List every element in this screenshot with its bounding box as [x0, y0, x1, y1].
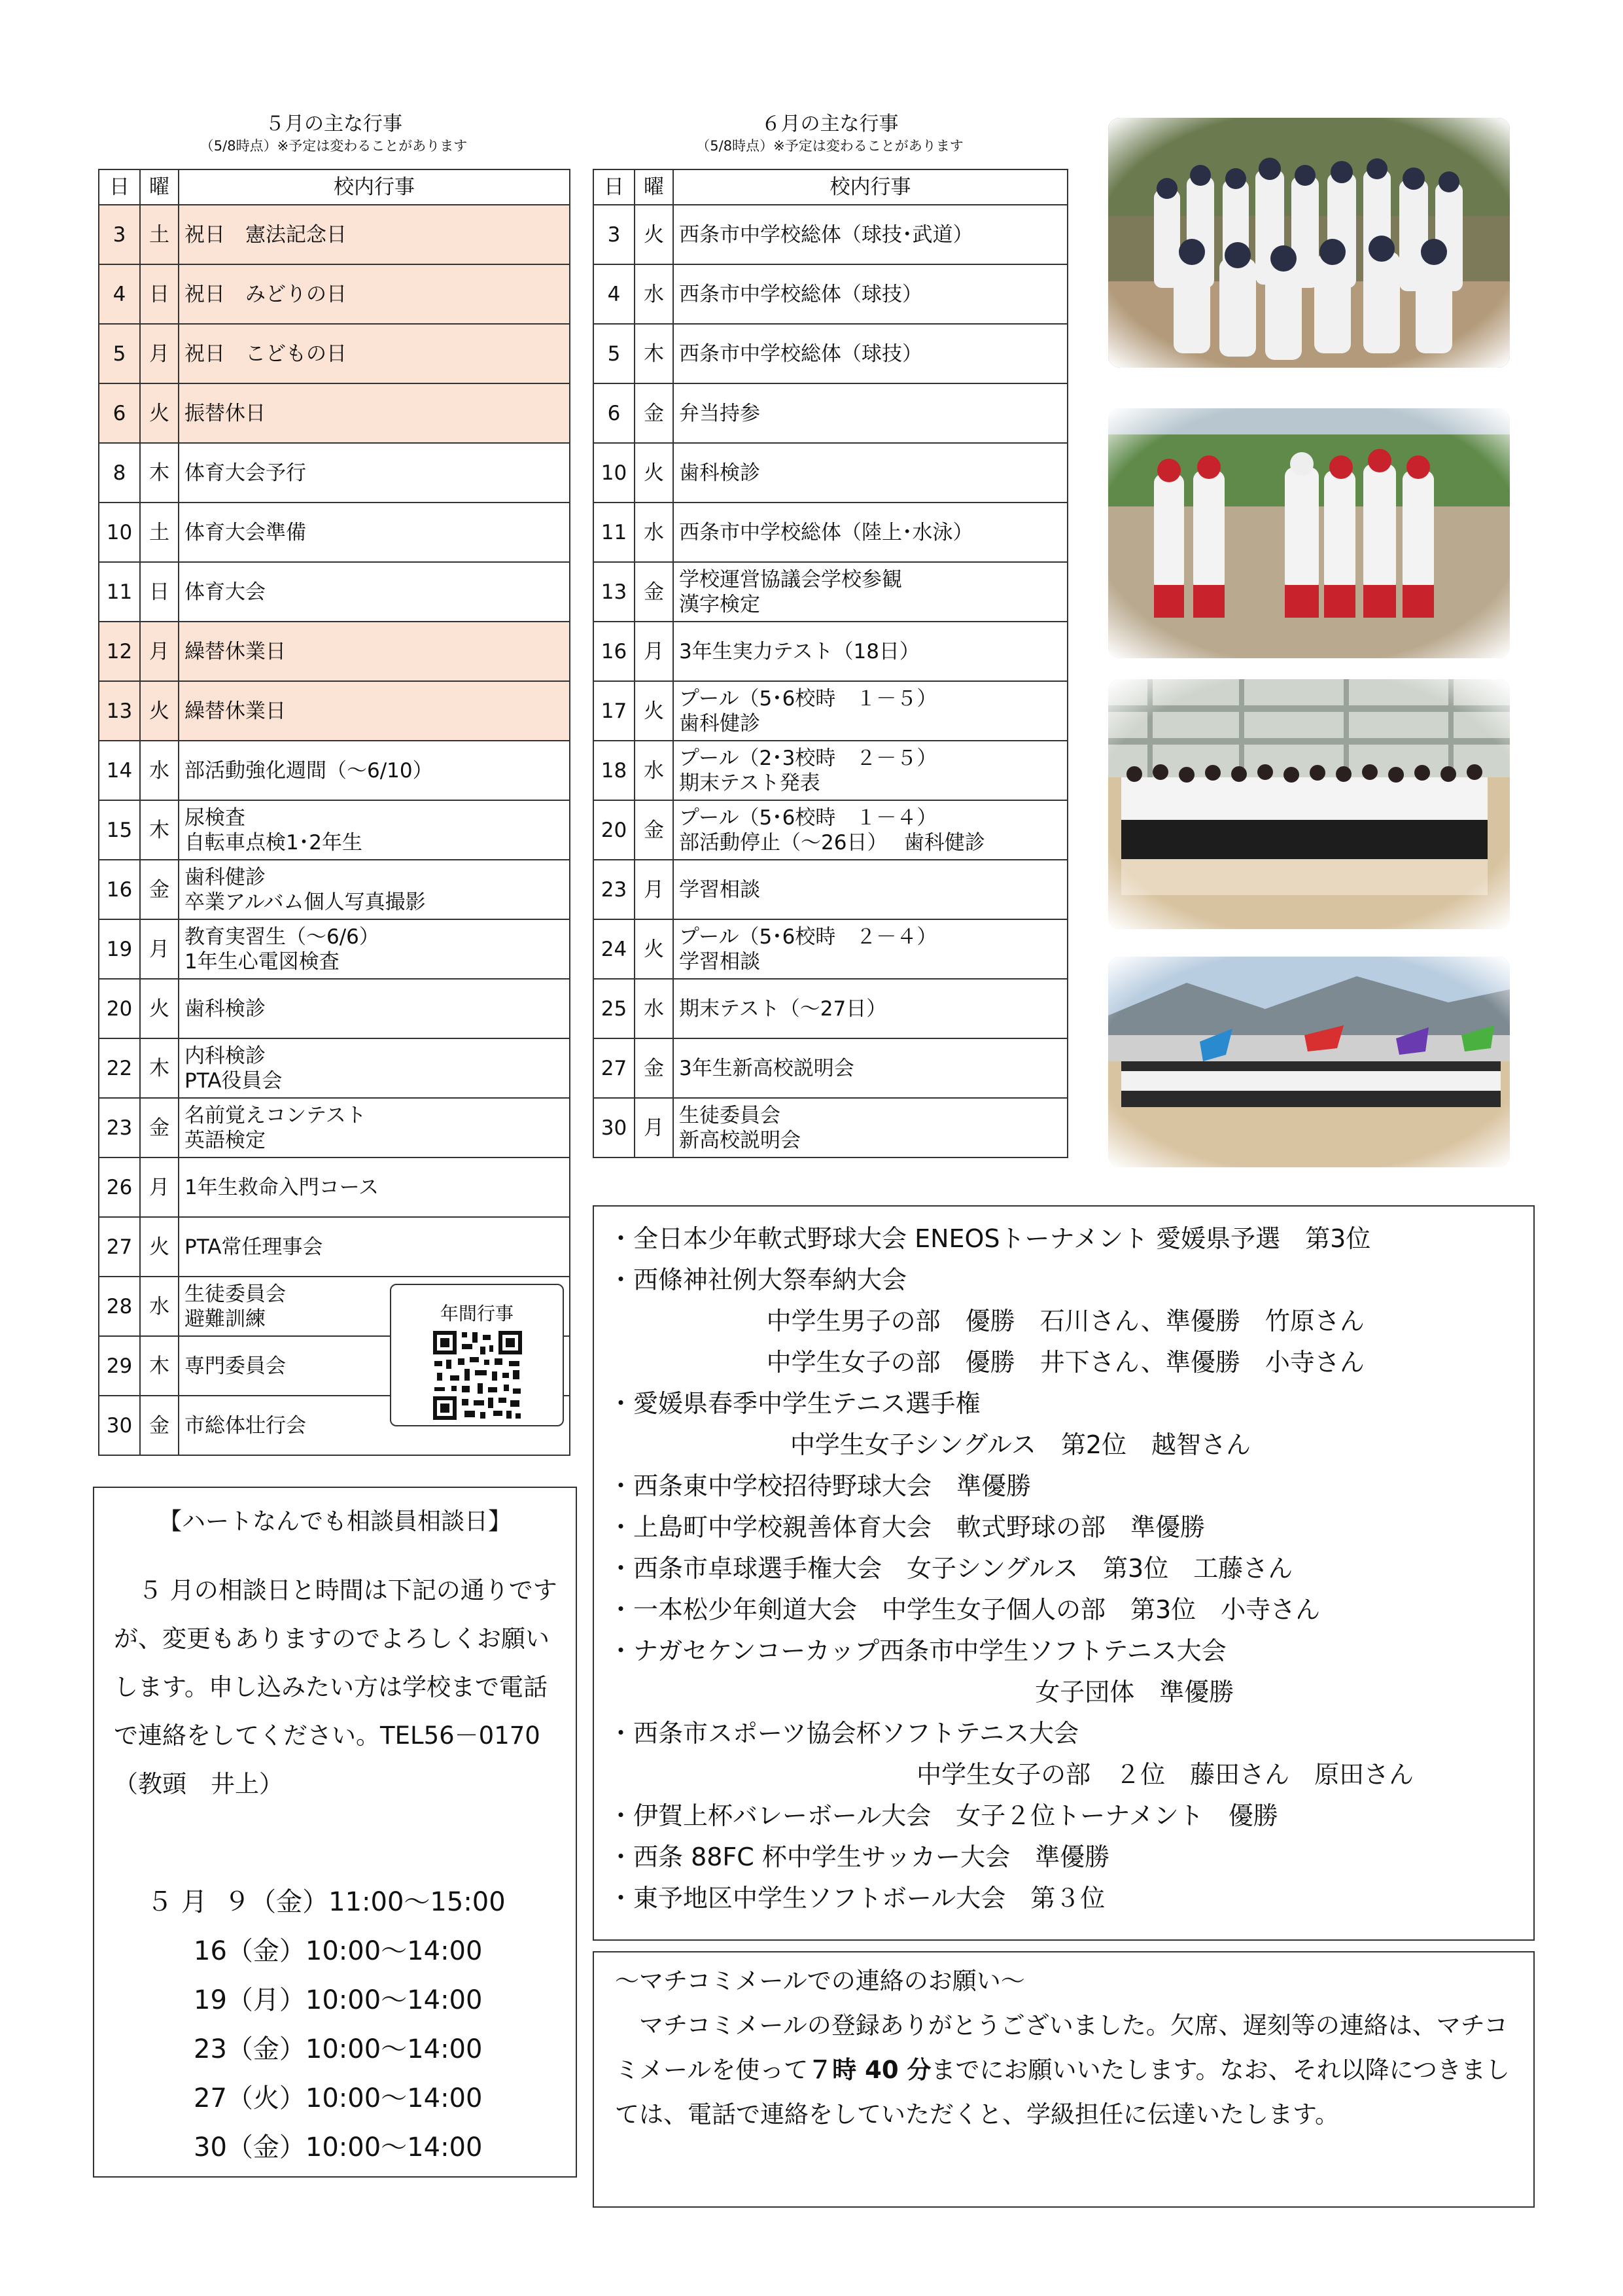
event-line: 祝日 みどりの日 [184, 282, 347, 306]
event-cell [179, 443, 570, 503]
event-cell [673, 979, 1068, 1038]
event-line: 尿検査 [184, 805, 245, 830]
counseling-title: 【ハートなんでも相談員相談日】 [158, 1508, 512, 1535]
counseling-slot: 23（金）10:00～14:00 [194, 2034, 483, 2064]
event-cell [179, 383, 570, 443]
day-cell: 16 [99, 860, 140, 919]
table-row [99, 1038, 570, 1098]
weekday-cell: 月 [635, 622, 673, 681]
table-row [99, 324, 570, 383]
weekday-cell: 土 [140, 503, 179, 562]
event-line: 自転車点検1･2年生 [184, 830, 362, 855]
weekday-cell: 火 [140, 979, 179, 1038]
table-row [99, 979, 570, 1038]
event-cell [673, 503, 1068, 562]
event-line: 西条市中学校総体（陸上･水泳） [679, 520, 973, 544]
event-cell [673, 800, 1068, 860]
achievement-item: ・伊賀上杯バレーボール大会 女子２位トーナメント 優勝 [608, 1801, 1278, 1830]
event-line: 3年生実力テスト（18日） [679, 639, 920, 663]
may-schedule-table [98, 169, 570, 1456]
table-row [99, 741, 570, 800]
event-line: 生徒委員会 [184, 1282, 286, 1306]
achievement-item: 中学生女子の部 優勝 井下さん、準優勝 小寺さん [608, 1348, 1365, 1377]
machicomi-deadline: ７時 40 分 [808, 2056, 932, 2084]
event-cell [179, 741, 570, 800]
baseball-team-huddle-photo [1108, 118, 1510, 368]
day-cell: 5 [99, 324, 140, 383]
machicomi-mail-box [593, 1951, 1535, 2208]
event-line: 体育大会 [184, 580, 266, 604]
weekday-cell: 木 [635, 324, 673, 383]
day-cell: 4 [99, 264, 140, 324]
weekday-cell: 月 [140, 622, 179, 681]
event-line: 内科検診 [184, 1044, 266, 1068]
event-line: 期末テスト（～27日） [679, 997, 887, 1021]
day-cell: 16 [593, 622, 635, 681]
table-row [99, 503, 570, 562]
table-row [593, 383, 1068, 443]
event-line: 西条市中学校総体（球技） [679, 282, 922, 306]
day-cell: 30 [593, 1098, 635, 1157]
table-row [99, 681, 570, 741]
event-cell [673, 383, 1068, 443]
day-cell: 11 [99, 562, 140, 622]
event-cell [673, 622, 1068, 681]
event-line: 部活動停止（～26日） 歯科健診 [679, 830, 985, 855]
event-line: 歯科検診 [184, 997, 266, 1021]
day-cell: 19 [99, 919, 140, 979]
students-lined-up-photo [1108, 679, 1510, 929]
weekday-cell: 火 [635, 919, 673, 979]
table-row [593, 919, 1068, 979]
event-cell [673, 681, 1068, 741]
event-line: 学校運営協議会学校参観 [679, 567, 902, 592]
table-row [99, 443, 570, 503]
weekday-cell: 火 [140, 1217, 179, 1277]
day-cell: 10 [99, 503, 140, 562]
table-row [593, 1098, 1068, 1157]
day-cell: 30 [99, 1396, 140, 1455]
event-line: 祝日 こどもの日 [184, 342, 347, 366]
event-line: 漢字検定 [679, 592, 760, 616]
event-line: プール（5･6校時 １－４） [679, 805, 937, 830]
event-cell [673, 860, 1068, 919]
table-row [99, 1098, 570, 1157]
achievement-item: 中学生男子の部 優勝 石川さん、準優勝 竹原さん [608, 1307, 1365, 1335]
event-line: プール（5･6校時 ２－４） [679, 925, 937, 949]
table-row [99, 383, 570, 443]
event-line: 3年生新高校説明会 [679, 1056, 854, 1080]
achievements-list [608, 1218, 1524, 1919]
weekday-cell: 火 [635, 681, 673, 741]
column-header: 校内行事 [673, 169, 1068, 205]
table-row [99, 562, 570, 622]
table-row [593, 205, 1068, 264]
day-cell: 20 [99, 979, 140, 1038]
achievement-item: 中学生女子シングルス 第2位 越智さん [608, 1430, 1251, 1459]
counseling-slot: 27（火）10:00～14:00 [194, 2083, 483, 2113]
event-line: プール（5･6校時 １－５） [679, 686, 937, 711]
event-line: 歯科健診 [184, 865, 266, 889]
event-cell [673, 919, 1068, 979]
day-cell: 5 [593, 324, 635, 383]
weekday-cell: 火 [140, 383, 179, 443]
event-line: 部活動強化週間（～6/10） [184, 758, 433, 783]
counseling-slot: ５ 月 ９（金）11:00～15:00 [147, 1887, 506, 1917]
machicomi-text-after: までにお願いいたします。なお、それ以降につきましては、電話で連絡をしていただくと、学級担任に伝達いたします。 [615, 2056, 1510, 2128]
achievement-item: ・東予地区中学生ソフトボール大会 第３位 [608, 1884, 1106, 1913]
table-row [593, 979, 1068, 1038]
weekday-cell: 月 [140, 919, 179, 979]
event-cell [179, 562, 570, 622]
event-line: 西条市中学校総体（球技） [679, 342, 922, 366]
counseling-slots [147, 1886, 539, 2180]
event-line: 振替休日 [184, 401, 266, 425]
day-cell: 24 [593, 919, 635, 979]
table-row [593, 264, 1068, 324]
weekday-cell: 火 [635, 443, 673, 503]
weekday-cell: 金 [140, 1098, 179, 1157]
event-cell [179, 979, 570, 1038]
event-line: 専門委員会 [184, 1354, 286, 1378]
weekday-cell: 木 [140, 800, 179, 860]
day-cell: 3 [593, 205, 635, 264]
event-line: 教育実習生（～6/6） [184, 925, 379, 949]
weekday-cell: 金 [140, 1396, 179, 1455]
event-line: 英語検定 [184, 1128, 266, 1152]
event-line: 西条市中学校総体（球技･武道） [679, 222, 973, 247]
event-line: 体育大会準備 [184, 520, 306, 544]
day-cell: 23 [99, 1098, 140, 1157]
event-line: 祝日 憲法記念日 [184, 222, 347, 247]
event-line: 繰替休業日 [184, 639, 286, 663]
weekday-cell: 木 [140, 443, 179, 503]
may-title: ５月の主な行事 [265, 113, 402, 135]
day-cell: 29 [99, 1336, 140, 1396]
weekday-cell: 月 [140, 1157, 179, 1217]
event-line: 学習相談 [679, 877, 760, 902]
table-row [593, 503, 1068, 562]
event-cell [179, 622, 570, 681]
weekday-cell: 土 [140, 205, 179, 264]
event-cell [179, 1038, 570, 1098]
table-header-row [593, 169, 1068, 205]
day-cell: 4 [593, 264, 635, 324]
day-cell: 10 [593, 443, 635, 503]
event-cell [673, 741, 1068, 800]
weekday-cell: 火 [635, 205, 673, 264]
day-cell: 28 [99, 1277, 140, 1336]
table-row [593, 622, 1068, 681]
event-cell [179, 264, 570, 324]
table-row [99, 1217, 570, 1277]
day-cell: 27 [593, 1038, 635, 1098]
table-row [593, 741, 1068, 800]
achievement-item: 女子団体 準優勝 [608, 1678, 1234, 1706]
day-cell: 15 [99, 800, 140, 860]
table-row [593, 324, 1068, 383]
counseling-slot: 16（金）10:00～14:00 [194, 1936, 483, 1966]
qr-code-icon[interactable] [432, 1330, 523, 1421]
event-line: 1年生心電図検査 [184, 949, 340, 974]
event-cell [179, 681, 570, 741]
weekday-cell: 水 [140, 741, 179, 800]
weekday-cell: 金 [635, 800, 673, 860]
event-cell [179, 1098, 570, 1157]
achievement-item: ・全日本少年軟式野球大会 ENEOSトーナメント 愛媛県予選 第3位 [608, 1224, 1371, 1253]
day-cell: 8 [99, 443, 140, 503]
weekday-cell: 火 [140, 681, 179, 741]
weekday-cell: 日 [140, 562, 179, 622]
event-line: 名前覚えコンテスト [184, 1103, 366, 1127]
weekday-cell: 水 [635, 503, 673, 562]
day-cell: 6 [593, 383, 635, 443]
event-line: 避難訓練 [184, 1307, 266, 1331]
event-line: 期末テスト発表 [679, 771, 820, 795]
table-row [593, 1038, 1068, 1098]
event-line: PTA役員会 [184, 1069, 283, 1093]
june-note: （5/8時点）※予定は変わることがあります [696, 138, 964, 154]
softball-team-huddle-photo [1108, 408, 1510, 658]
weekday-cell: 水 [635, 979, 673, 1038]
column-header: 日 [99, 169, 140, 205]
table-row [99, 622, 570, 681]
event-line: PTA常任理事会 [184, 1235, 323, 1259]
event-cell [673, 1038, 1068, 1098]
weekday-cell: 木 [140, 1038, 179, 1098]
day-cell: 25 [593, 979, 635, 1038]
day-cell: 14 [99, 741, 140, 800]
weekday-cell: 金 [635, 383, 673, 443]
event-cell [179, 1217, 570, 1277]
event-cell [673, 1098, 1068, 1157]
table-row [593, 562, 1068, 622]
table-row [99, 205, 570, 264]
event-cell [179, 860, 570, 919]
table-row [99, 800, 570, 860]
may-note: （5/8時点）※予定は変わることがあります [200, 138, 468, 154]
table-row [99, 919, 570, 979]
weekday-cell: 金 [635, 1038, 673, 1098]
day-cell: 12 [99, 622, 140, 681]
event-line: 学習相談 [679, 949, 760, 974]
event-cell [179, 800, 570, 860]
annual-events-qr-box [390, 1284, 564, 1426]
event-line: 市総体壮行会 [184, 1413, 306, 1438]
weekday-cell: 水 [635, 741, 673, 800]
event-line: 体育大会予行 [184, 461, 306, 485]
weekday-cell: 月 [635, 860, 673, 919]
achievement-item: 中学生女子の部 ２位 藤田さん 原田さん [608, 1760, 1414, 1789]
counseling-days-box [93, 1487, 577, 2178]
event-line: 卒業アルバム個人写真撮影 [184, 890, 426, 914]
event-cell [673, 205, 1068, 264]
event-cell [179, 503, 570, 562]
counseling-slot: 19（月）10:00～14:00 [194, 1985, 483, 2015]
event-cell [179, 919, 570, 979]
june-schedule-table [593, 169, 1068, 1158]
day-cell: 22 [99, 1038, 140, 1098]
weekday-cell: 水 [140, 1277, 179, 1336]
machicomi-title: ～マチコミメールでの連絡のお願い～ [615, 1967, 1025, 1995]
counseling-body: ５ 月の相談日と時間は下記の通りですが、変更もありますのでよろしくお願いします。申し込みたい方は学校まで電話で連絡をしてください。TEL56－0170（教頭 井上） [114, 1576, 557, 1798]
event-line: 歯科健診 [679, 711, 760, 735]
weekday-cell: 木 [140, 1336, 179, 1396]
machicomi-text-before: マチコミメールの登録ありがとうございました。欠席、遅刻等の連絡は、マチコミメールを使って [615, 2011, 1509, 2084]
sports-festival-flags-photo [1108, 957, 1510, 1167]
day-cell: 3 [99, 205, 140, 264]
achievements-box [593, 1205, 1535, 1941]
machicomi-body [615, 2004, 1518, 2137]
table-row [99, 1157, 570, 1217]
day-cell: 20 [593, 800, 635, 860]
event-cell [673, 443, 1068, 503]
achievement-item: ・愛媛県春季中学生テニス選手権 [608, 1389, 981, 1418]
column-header: 曜 [635, 169, 673, 205]
day-cell: 27 [99, 1217, 140, 1277]
june-title: ６月の主な行事 [761, 113, 899, 135]
column-header: 曜 [140, 169, 179, 205]
achievement-item: ・西条 88FC 杯中学生サッカー大会 準優勝 [608, 1843, 1110, 1871]
achievement-item: ・西条市スポーツ協会杯ソフトテニス大会 [608, 1719, 1079, 1748]
achievement-item: ・西条東中学校招待野球大会 準優勝 [608, 1472, 1032, 1500]
counseling-slot: 30（金）10:00～14:00 [194, 2132, 483, 2163]
event-line: プール（2･3校時 ２－５） [679, 746, 937, 770]
achievement-item: ・上島町中学校親善体育大会 軟式野球の部 準優勝 [608, 1513, 1206, 1542]
weekday-cell: 日 [140, 264, 179, 324]
day-cell: 13 [99, 681, 140, 741]
event-line: 歯科検診 [679, 461, 760, 485]
weekday-cell: 月 [140, 324, 179, 383]
weekday-cell: 金 [635, 562, 673, 622]
weekday-cell: 水 [635, 264, 673, 324]
table-row [593, 800, 1068, 860]
table-row [593, 860, 1068, 919]
achievement-item: ・西條神社例大祭奉納大会 [608, 1265, 907, 1294]
table-row [593, 443, 1068, 503]
event-line: 生徒委員会 [679, 1103, 780, 1127]
weekday-cell: 金 [140, 860, 179, 919]
column-header: 日 [593, 169, 635, 205]
table-header-row [99, 169, 570, 205]
event-cell [673, 324, 1068, 383]
event-line: 繰替休業日 [184, 699, 286, 723]
qr-label: 年間行事 [440, 1303, 514, 1324]
table-row [593, 681, 1068, 741]
day-cell: 18 [593, 741, 635, 800]
achievement-item: ・一本松少年剣道大会 中学生女子個人の部 第3位 小寺さん [608, 1595, 1321, 1624]
weekday-cell: 月 [635, 1098, 673, 1157]
achievement-item: ・西条市卓球選手権大会 女子シングルス 第3位 工藤さん [608, 1554, 1293, 1583]
event-cell [179, 324, 570, 383]
event-line: 新高校説明会 [679, 1128, 801, 1152]
event-cell [673, 264, 1068, 324]
event-line: 1年生救命入門コース [184, 1175, 379, 1199]
event-cell [179, 1157, 570, 1217]
achievement-item: ・ナガセケンコーカップ西条市中学生ソフトテニス大会 [608, 1636, 1227, 1665]
day-cell: 23 [593, 860, 635, 919]
day-cell: 26 [99, 1157, 140, 1217]
event-cell [673, 562, 1068, 622]
day-cell: 6 [99, 383, 140, 443]
day-cell: 13 [593, 562, 635, 622]
day-cell: 17 [593, 681, 635, 741]
event-line: 弁当持参 [679, 401, 760, 425]
event-cell [179, 205, 570, 264]
day-cell: 11 [593, 503, 635, 562]
table-row [99, 264, 570, 324]
column-header: 校内行事 [179, 169, 570, 205]
table-row [99, 860, 570, 919]
